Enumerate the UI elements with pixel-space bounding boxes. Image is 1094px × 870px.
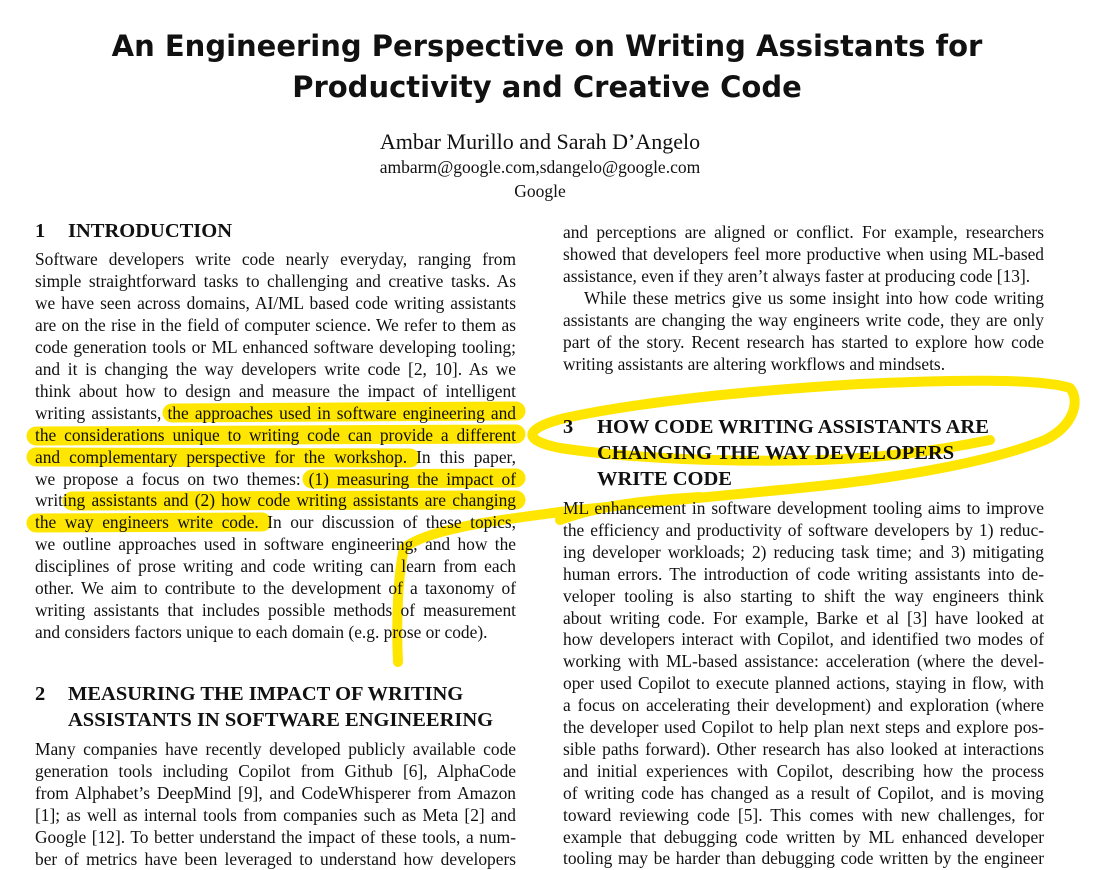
text-line: we propose a focus on two themes: (1) measuring the impact of [35,468,516,489]
text-line: of writing code has changed as a result of Copilot, and is moving [563,782,1044,803]
text-line: oper used Copilot to execute planned actions, staying in flow, with [563,673,1044,694]
text-line: think about how to design and measure the impact of intelligent [35,380,516,401]
text-line: human errors. The introduction of code writing assistants into de- [563,563,1044,584]
text-line: are on the rise in the field of computer science. We refer to them as [35,314,516,335]
text-line: writing assistants, the approaches used in software engineering and [35,402,516,423]
text-line: Google [12]. To better understand the impact of these tools, a num- [35,827,516,847]
text-line: disciplines of prose writing and code writing can learn from each [35,556,516,577]
text-line: example that debugging code written by ML enhanced developer [563,826,1044,847]
text-line: assistance, even if they aren’t always faster at producing code [13]. [563,266,1031,286]
text-line: and complementary perspective for the workshop. In this paper, [35,446,516,467]
text-line: and considers factors unique to each domain (e.g. prose or code). [35,622,488,643]
paper-title-line-2: Productivity and Creative Code [292,70,802,104]
text-line: writing assistants and (2) how code writing assistants are changing [35,490,516,511]
text-line: working with ML-based assistance: acceleration (where the devel- [563,651,1044,672]
text-line: about writing code. For example, Barke et al [3] have looked at [563,607,1044,628]
text-line: writing assistants that includes possible methods of measurement [35,600,516,621]
text-line: ing developer workloads; 2) reducing task time; and 3) mitigating [563,541,1044,562]
text-line: from Alphabet’s DeepMind [9], and CodeWhisperer from Amazon [35,783,516,803]
text-line: writing assistants are altering workflows and mindsets. [563,354,946,374]
text-line: we have seen across domains, AI/ML based code writing assistants [35,292,516,313]
section-2-heading [35,681,493,733]
section-3-heading [563,414,989,492]
text-line: ML enhancement in software development tooling aims to improve [563,498,1044,518]
text-line: code generation tools or ML enhanced software developing tooling; [35,336,516,357]
text-line: sible paths forward). Other research has also looked at interactions [563,738,1044,759]
text-line: [1]; as well as internal tools from companies such as Meta [2] and [35,805,516,825]
text-line: veloper tooling is also starting to shift the way engineers think [563,585,1044,606]
section-title-line: ASSISTANTS IN SOFTWARE ENGINEERING [68,709,494,731]
section-title-line: MEASURING THE IMPACT OF WRITING [68,683,464,705]
text-line: we outline approaches used in software engineering, and how the [35,534,516,555]
text-line: toward reviewing code [5]. This comes with new challenges, for [563,804,1044,825]
text-line: the way engineers write code. In our discussion of these topics, [35,512,516,533]
text-line: generation tools including Copilot from Github [6], AlphaCode [35,761,516,781]
text-line: simple straightforward tasks to challenging and creative tasks. As [35,270,516,291]
affiliation: Google [514,181,566,201]
text-line: the developer used Copilot to help plan next steps and explore pos- [563,717,1044,737]
text-line: and perceptions are aligned or conflict. For example, researchers [563,222,1044,242]
section-title-line: WRITE CODE [597,468,732,490]
text-line: and initial experiences with Copilot, describing how the process [563,760,1044,781]
section-number: 1 [35,220,46,242]
text-line: tooling may be harder than debugging code written by the engineer [563,848,1044,869]
author-emails: ambarm@google.com,sdangelo@google.com [379,157,701,177]
section-title-line: INTRODUCTION [68,220,233,242]
text-line: and it is changing the way developers write code [2, 10]. As we [35,358,516,379]
section-number: 2 [35,683,46,705]
text-line: Software developers write code nearly everyday, ranging from [35,249,516,269]
text-line: a focus on accelerating their development) and exploration (where [563,695,1044,716]
text-line: part of the story. Recent research has started to explore how code [563,332,1044,352]
text-line: assistants are changing the way engineers write code, they are only [563,310,1044,330]
paper-title-line-1: An Engineering Perspective on Writing Assistants for [111,29,983,63]
section-number: 3 [563,416,574,438]
text-line: other. We aim to contribute to the development of a taxonomy of [35,578,516,599]
text-line: the efficiency and productivity of software developers by 1) reduc- [563,519,1044,540]
text-line: showed that developers feel more productive when using ML-based [563,244,1044,264]
authors: Ambar Murillo and Sarah D’Angelo [379,129,701,154]
section-1-heading [35,218,232,244]
text-line: Many companies have recently developed publicly available code [35,739,516,759]
section-title-line: CHANGING THE WAY DEVELOPERS [597,442,955,464]
text-line: how developers interact with Copilot, and identified two modes of [563,629,1044,650]
section-title-line: HOW CODE WRITING ASSISTANTS ARE [597,416,989,438]
text-line: the considerations unique to writing code can provide a different [35,424,516,445]
text-line: While these metrics give us some insight into how code writing [584,288,1044,308]
text-line: ber of metrics have been leveraged to understand how developers [35,849,516,869]
